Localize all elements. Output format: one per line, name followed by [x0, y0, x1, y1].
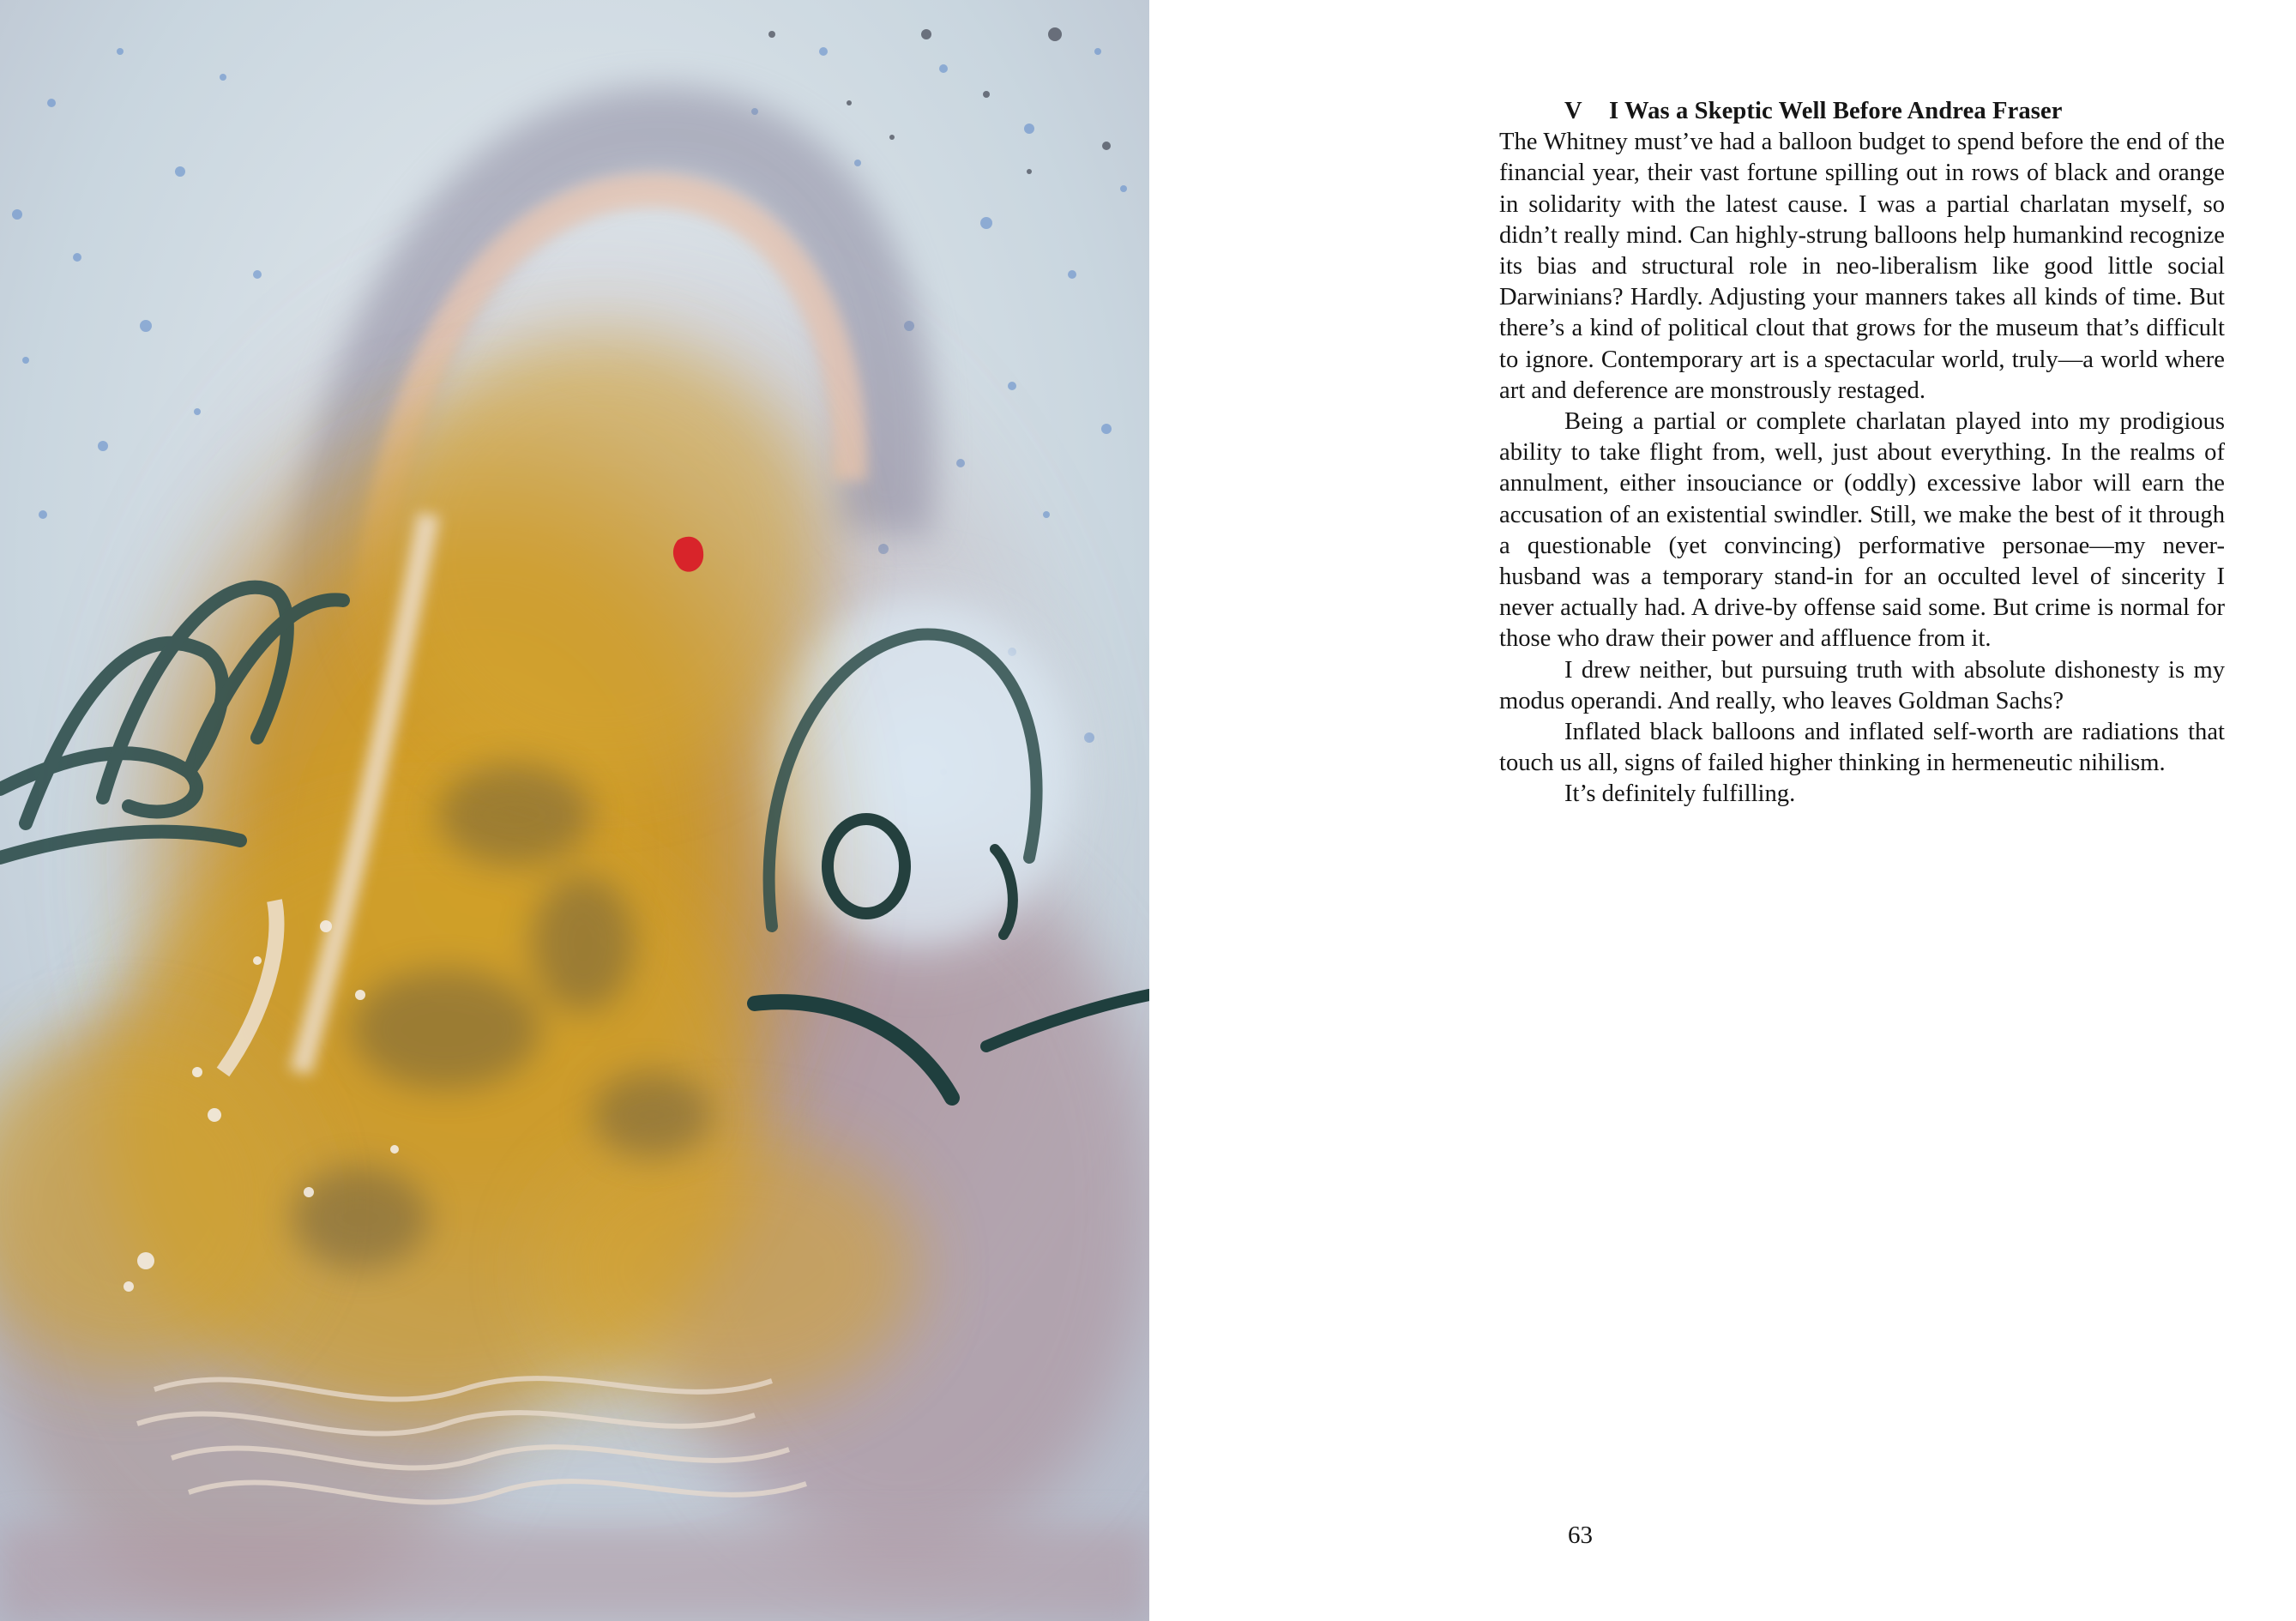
paragraph-5: It’s definitely fulfilling. [1564, 780, 1796, 808]
text-page [1149, 0, 2296, 1621]
paragraph-4: Inflated black balloons and inflated self-worth are radiations that touch us all, signs of failed higher thinking in hermeneutic nihilism. [1499, 719, 2225, 777]
section-title: I Was a Skeptic Well Before Andrea Fraser [1609, 98, 2063, 124]
page-number: 63 [1568, 1522, 1593, 1549]
paragraph-2: Being a partial or complete charlatan played into my prodigious ability to take flight from, well, just about everything. In the realms of annulment, either insouciance or (oddly) excessive labor will earn the accusation of an existential swindler. Still, we make the best of it through a questionable (yet convincing) performative personae—my never-husband was a temporary stand-in for an occulted level of sincerity I never actually had. A drive-by offense said some. But crime is normal for those who draw their power and affluence from it. [1499, 408, 2225, 653]
paragraph-3: I drew neither, but pursuing truth with absolute dishonesty is my modus operandi. And really, who leaves Goldman Sachs? [1499, 656, 2225, 714]
section-number: V [1564, 98, 1582, 124]
paragraph-1: The Whitney must’ve had a balloon budget to spend before the end of the financial year, their vast fortune spilling out in rows of black and orange in solidarity with the latest cause. I was a partial charlatan myself, so didn’t really mind. Can highly-strung balloons help humankind recognize its bias and structural role in neo-liberalism like good little social Darwinians? Hardly. Adjusting your manners takes all kinds of time. But there’s a kind of political clout that grows for the museum that’s difficult to ignore. Contemporary art is a spectacular world, truly—a world where art and deference are monstrously restaged. [1499, 129, 2225, 404]
text-column [1499, 96, 2225, 810]
section-heading [1499, 96, 2225, 127]
